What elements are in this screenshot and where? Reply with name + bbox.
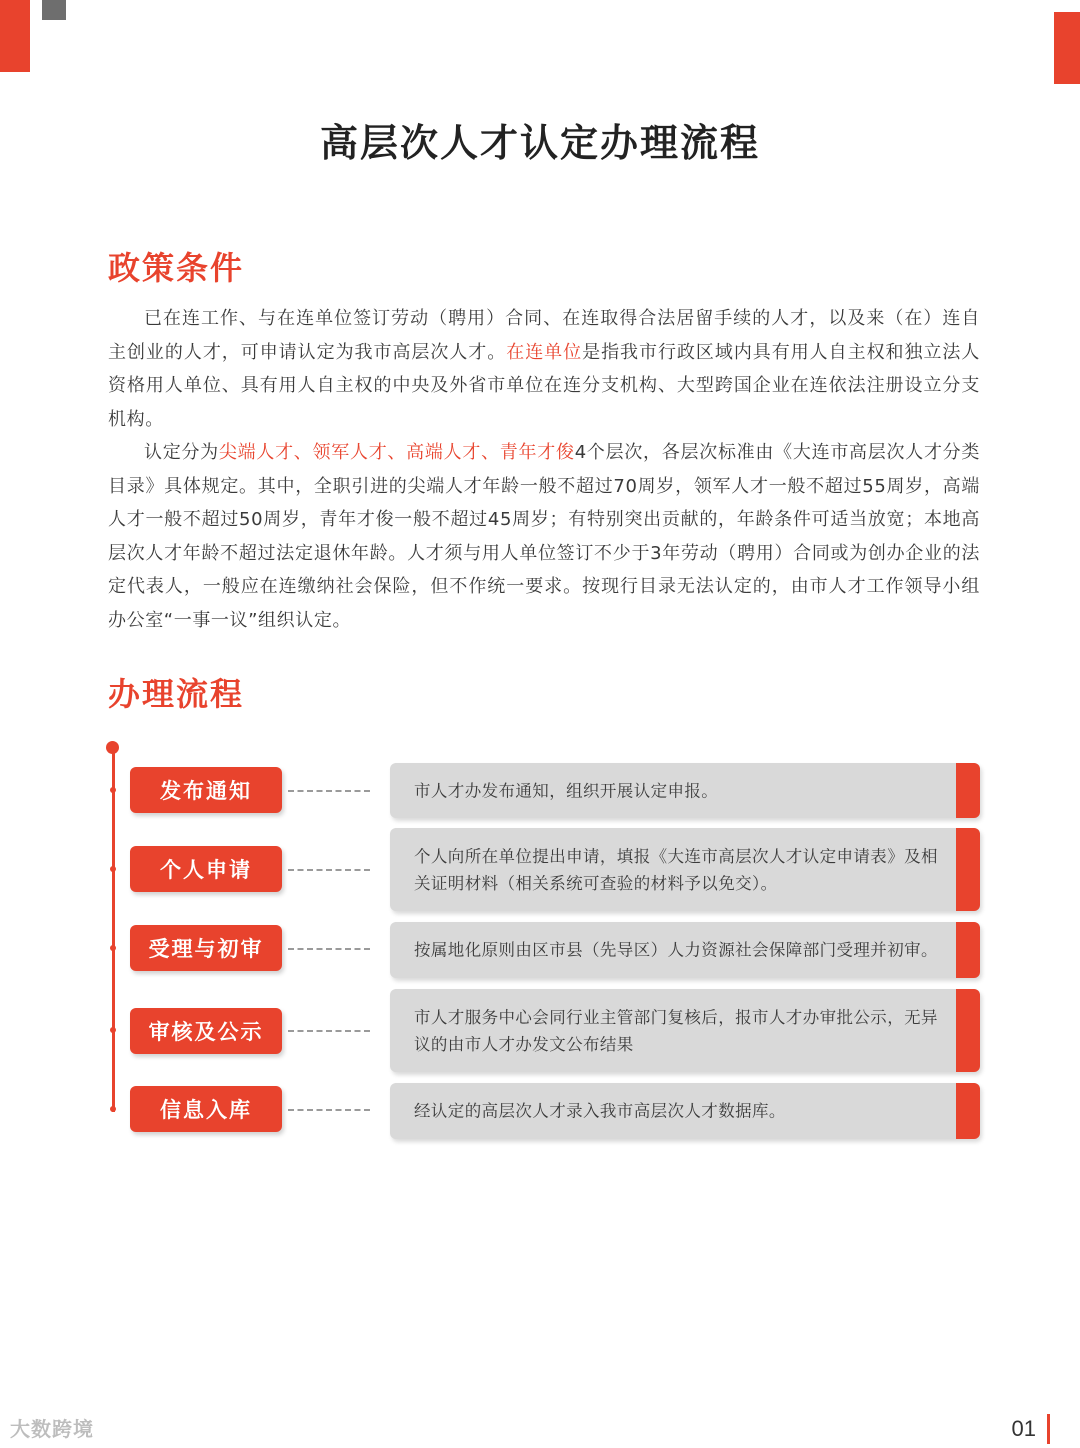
policy-heading: 政策条件: [108, 249, 245, 287]
step-description: 按属地化原则由区市县（先导区）人力资源社会保障部门受理并初审。: [414, 940, 938, 960]
step-description-box: [390, 763, 980, 818]
step-connector: [288, 790, 370, 792]
step-connector: [288, 1030, 370, 1032]
page-number: 01: [1011, 1416, 1036, 1441]
step-connector: [288, 948, 370, 950]
step-description: 市人才服务中心会同行业主管部门复核后，报市人才办审批公示，无异议的由市人才办发文公布结果: [414, 1007, 938, 1054]
page-number-bar: [1047, 1414, 1050, 1444]
policy-paragraph-1: [108, 302, 980, 436]
timeline-tick: [110, 945, 116, 951]
corner-accent-gray-left: [42, 0, 66, 20]
policy-p2-text-a: 认定分为: [144, 442, 219, 463]
step-label: 信息入库: [130, 1086, 282, 1132]
page-title: 高层次人才认定办理流程: [319, 121, 760, 165]
timeline-tick: [110, 1106, 116, 1112]
step-connector: [288, 1109, 370, 1111]
step-description-box: [390, 828, 980, 911]
step-label: 受理与初审: [130, 925, 282, 971]
policy-paragraph-2: [108, 436, 980, 637]
corner-accent-red-left: [0, 0, 30, 72]
step-label: 审核及公示: [130, 1008, 282, 1054]
timeline-tick: [110, 866, 116, 872]
corner-accent-red-right: [1054, 12, 1080, 84]
step-label: 个人申请: [130, 846, 282, 892]
timeline-tick: [110, 1027, 116, 1033]
timeline-start-dot: [106, 741, 119, 754]
policy-p1-text-a: 已在连工作、与在连单位签订劳动（聘用）合同、在连取得合法居留手续的人才，以及来（在）连自主创业的人才，可申请认定为我市高层次人才。: [108, 308, 980, 363]
step-description-box: [390, 1083, 980, 1139]
step-description: 个人向所在单位提出申请，填报《大连市高层次人才认定申请表》及相关证明材料（相关系统可查验的材料予以免交）。: [414, 846, 938, 893]
step-description-box: [390, 989, 980, 1072]
process-heading: 办理流程: [108, 675, 245, 713]
policy-p2-highlight: 尖端人才、领军人才、高端人才、青年才俊: [218, 442, 575, 463]
step-description: 经认定的高层次人才录入我市高层次人才数据库。: [414, 1101, 786, 1121]
timeline-tick: [110, 787, 116, 793]
policy-p1-text-b: 是指我市行政区域内具有用人自主权和独立法人资格用人单位、具有用人自主权的中央及外省市单位在连分支机构、大型跨国企业在连依法注册设立分支机构。: [108, 341, 980, 430]
step-label: 发布通知: [130, 767, 282, 813]
step-connector: [288, 869, 370, 871]
policy-p1-highlight: 在连单位: [506, 341, 583, 363]
policy-p2-text-b: 4个层次，各层次标准由《大连市高层次人才分类目录》具体规定。其中，全职引进的尖端人才年龄一般不超过70周岁，领军人才一般不超过55周岁，高端人才一般不超过50周岁，青年才俊一般不超过45周岁；有特别突出贡献的，年龄条件可适当放宽；本地高层次人才年龄不超过法定退休年龄。人才须与用人单位签订不少于3年劳动（聘用）合同或为创办企业的法定代表人，一般应在连缴纳社会保险，但不作统一要求。按现行目录无法认定的，由市人才工作领导小组办公室“一事一议”组织认定。: [108, 442, 980, 631]
timeline-line: [112, 747, 115, 1112]
step-description-box: [390, 922, 980, 978]
watermark: 大数跨境: [10, 1417, 94, 1441]
step-description: 市人才办发布通知，组织开展认定申报。: [414, 781, 719, 800]
